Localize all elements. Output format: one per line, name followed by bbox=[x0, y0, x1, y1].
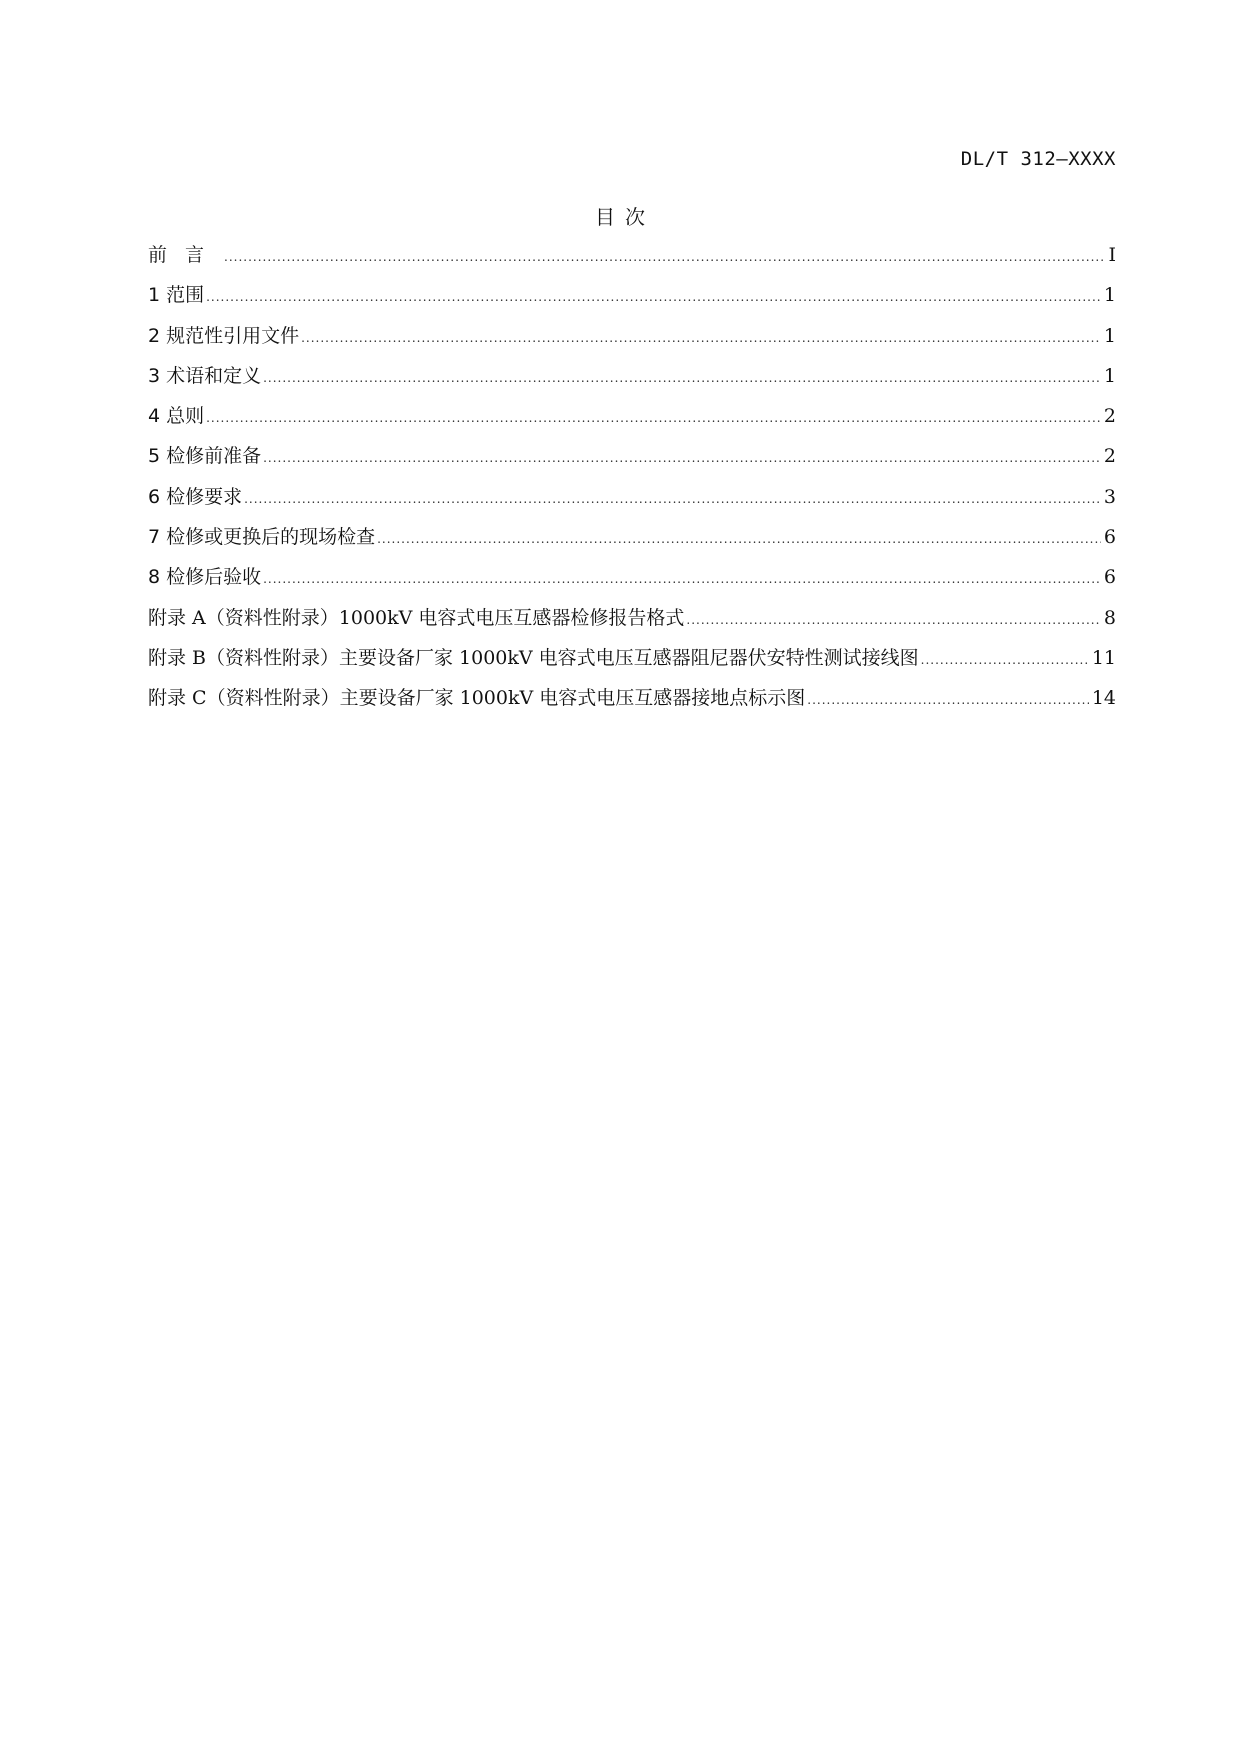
toc-entry-page: 2 bbox=[1103, 405, 1116, 428]
toc-leader-dots bbox=[244, 492, 1101, 506]
toc-entry-page: 2 bbox=[1103, 445, 1116, 468]
toc-entry-label: 附录 A（资料性附录）1000kV 电容式电压互感器检修报告格式 bbox=[148, 606, 685, 629]
toc-entry-5[interactable] bbox=[148, 441, 1116, 481]
toc-entry-label: 检修后验收 bbox=[166, 566, 262, 589]
toc-entry-3[interactable] bbox=[148, 361, 1116, 401]
toc-entry-number: 8 bbox=[148, 566, 161, 589]
toc-entry-6[interactable] bbox=[148, 482, 1116, 522]
toc-leader-dots bbox=[301, 331, 1101, 345]
toc-leader-dots bbox=[206, 290, 1101, 304]
toc-entry-1[interactable] bbox=[148, 280, 1116, 320]
toc-entry-label: 检修要求 bbox=[166, 485, 243, 508]
toc-leader-dots bbox=[686, 613, 1101, 627]
toc-entry-page: 8 bbox=[1103, 606, 1116, 629]
toc-entry-text bbox=[148, 562, 261, 589]
toc-entry-text bbox=[148, 321, 299, 348]
toc-entry-number: 7 bbox=[148, 526, 161, 549]
toc-leader-dots bbox=[206, 411, 1101, 425]
toc-entry-number: 5 bbox=[148, 445, 161, 468]
toc-leader-dots bbox=[263, 371, 1101, 385]
toc-entry-label: 附录 B（资料性附录）主要设备厂家 1000kV 电容式电压互感器阻尼器伏安特性测试接线图 bbox=[148, 646, 919, 669]
toc-entry-text bbox=[148, 401, 204, 428]
toc-entry-text bbox=[148, 441, 261, 468]
toc-entry-page: 6 bbox=[1103, 566, 1116, 589]
toc-title: 目次 bbox=[595, 205, 655, 229]
toc-entry-label: 总则 bbox=[166, 405, 205, 428]
document-code: DL/T 312—XXXX bbox=[960, 148, 1116, 170]
toc-entry-label: 规范性引用文件 bbox=[166, 324, 300, 347]
toc-leader-dots bbox=[807, 693, 1089, 707]
toc-entry-2[interactable] bbox=[148, 321, 1116, 361]
toc-entry-text bbox=[148, 361, 261, 388]
toc-leader-dots bbox=[263, 572, 1101, 586]
toc-entry-page: 1 bbox=[1103, 284, 1116, 307]
toc-entry-label: 附录 C（资料性附录）主要设备厂家 1000kV 电容式电压互感器接地点标示图 bbox=[148, 687, 806, 710]
toc-entry-text bbox=[148, 482, 242, 509]
toc-leader-dots bbox=[263, 451, 1101, 465]
toc-entry-number: 4 bbox=[148, 405, 161, 428]
toc-entry-8[interactable] bbox=[148, 562, 1116, 602]
toc-entry-text bbox=[148, 280, 204, 307]
toc-leader-dots bbox=[921, 653, 1089, 667]
toc-entry-number: 6 bbox=[148, 485, 161, 508]
toc-list bbox=[148, 240, 1116, 724]
toc-entry-appendix-a[interactable] bbox=[148, 603, 1116, 643]
toc-entry-4[interactable] bbox=[148, 401, 1116, 441]
toc-entry-number: 1 bbox=[148, 284, 161, 307]
toc-entry-page: 3 bbox=[1103, 485, 1116, 508]
toc-entry-page: I bbox=[1108, 244, 1116, 266]
toc-entry-label: 检修前准备 bbox=[166, 445, 262, 468]
toc-entry-label: 前言 bbox=[148, 244, 223, 266]
toc-entry-appendix-c[interactable] bbox=[148, 683, 1116, 723]
toc-entry-label: 术语和定义 bbox=[166, 364, 262, 387]
toc-entry-page: 1 bbox=[1103, 364, 1116, 387]
toc-entry-appendix-b[interactable] bbox=[148, 643, 1116, 683]
toc-entry-page: 14 bbox=[1091, 687, 1116, 710]
toc-entry-text bbox=[148, 522, 375, 549]
toc-entry-7[interactable] bbox=[148, 522, 1116, 562]
toc-entry-label: 检修或更换后的现场检查 bbox=[166, 526, 376, 549]
toc-entry-number: 2 bbox=[148, 324, 161, 347]
toc-entry-page: 1 bbox=[1103, 324, 1116, 347]
toc-entry-number: 3 bbox=[148, 364, 161, 387]
toc-entry-page: 6 bbox=[1103, 526, 1116, 549]
toc-entry-label: 范围 bbox=[166, 284, 205, 307]
toc-entry-page: 11 bbox=[1091, 646, 1116, 669]
toc-entry-preface[interactable] bbox=[148, 240, 1116, 280]
toc-leader-dots bbox=[377, 532, 1101, 546]
toc-leader-dots bbox=[224, 250, 1105, 264]
